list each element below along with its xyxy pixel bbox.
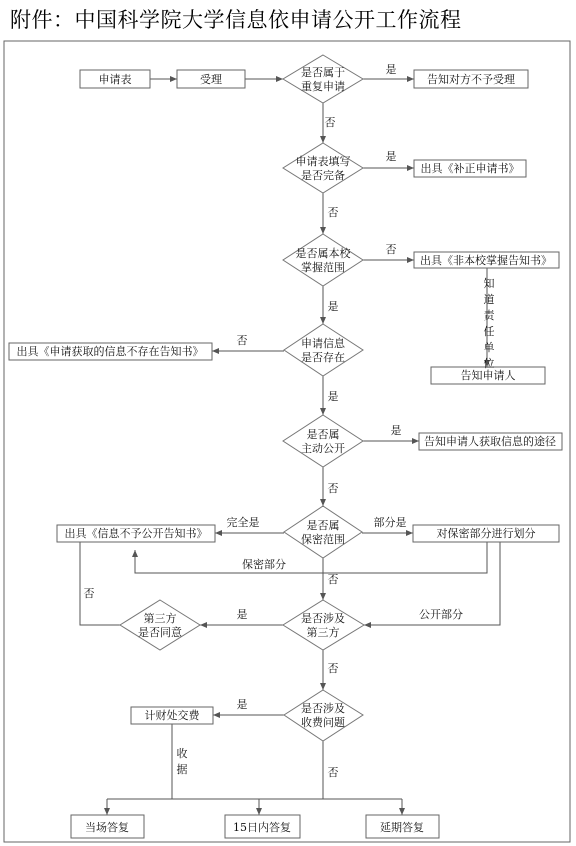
diamond-secret-line1: 是否属 [306, 519, 340, 532]
diamond-active-line2: 主动公开 [301, 442, 345, 455]
label-notify-unit-vertical [484, 277, 496, 370]
box-notify-no-accept-label: 告知对方不予受理 [427, 73, 515, 86]
vtext-char: 单 [483, 341, 495, 354]
vtext-char: 道 [483, 293, 495, 306]
box-issue-not-held [414, 252, 559, 268]
diamond-duplicate [283, 55, 363, 103]
diamond-third-agree [120, 600, 200, 650]
label-secret-full: 完全是 [226, 516, 260, 529]
label-dup-yes: 是 [385, 63, 397, 76]
vtext-char: 知 [483, 277, 495, 290]
vtext-char: 任 [483, 325, 495, 338]
vtext-char: 责 [483, 309, 495, 322]
label-scope-no: 否 [385, 243, 397, 256]
label-exist-no: 否 [236, 334, 248, 347]
box-pay-fee-label: 计财处交费 [144, 709, 200, 722]
diamond-exist [284, 324, 363, 376]
diamond-complete-line2: 是否完备 [301, 169, 345, 182]
diamond-secret [284, 506, 362, 558]
diamond-exist-line1: 申请信息 [301, 337, 345, 350]
diamond-scope-line2: 掌握范围 [301, 261, 345, 274]
box-reply-delay [366, 815, 439, 838]
label-dup-no: 否 [324, 116, 336, 129]
box-issue-not-held-label: 出具《非本校掌握告知书》 [420, 254, 552, 267]
diamond-fee-line1: 是否涉及 [301, 702, 345, 715]
vtext-char: 收 [176, 747, 188, 760]
diamond-active [283, 415, 363, 467]
box-notify-no-accept [414, 70, 528, 88]
label-exist-yes: 是 [327, 390, 339, 403]
diamond-scope-line1: 是否属本校 [295, 247, 351, 260]
label-third-yes: 是 [236, 608, 248, 621]
label-secret-no: 否 [327, 573, 339, 586]
box-issue-not-public [57, 525, 215, 542]
box-application-form-label: 申请表 [98, 73, 132, 86]
diamond-scope [283, 234, 363, 286]
box-reply-now-label: 当场答复 [85, 821, 129, 834]
vtext-char: 位 [483, 357, 495, 370]
vtext-char: 据 [176, 763, 188, 776]
label-scope-yes: 是 [327, 300, 339, 313]
label-agree-no: 否 [83, 587, 95, 600]
diamond-active-line1: 是否属 [306, 428, 340, 441]
label-active-no: 否 [327, 482, 339, 495]
diamond-fee-line2: 收费问题 [301, 716, 345, 729]
box-issue-not-exist-label: 出具《申请获取的信息不存在告知书》 [16, 345, 204, 358]
box-reply-now [71, 815, 144, 838]
box-notify-applicant-label: 告知申请人 [460, 369, 516, 382]
diamond-third-party [283, 600, 364, 650]
label-third-no: 否 [327, 662, 339, 675]
page-title: 附件：中国科学院大学信息依申请公开工作流程 [10, 8, 462, 32]
box-reply-15 [225, 815, 300, 838]
box-reply-15-label: 15日内答复 [233, 821, 291, 834]
label-secret-part: 部分是 [373, 516, 407, 529]
box-divide-secret [413, 525, 559, 542]
edge-agree-no [80, 542, 120, 625]
diamond-secret-line2: 保密范围 [301, 533, 345, 546]
label-fee-yes: 是 [236, 698, 248, 711]
box-divide-secret-label: 对保密部分进行划分 [436, 527, 536, 540]
box-issue-correction-label: 出具《补正申请书》 [420, 162, 520, 175]
diamond-third-agree-line1: 第三方 [143, 612, 177, 625]
label-complete-yes: 是 [385, 150, 397, 163]
label-receipt-vertical [177, 746, 188, 776]
box-pay-fee [131, 707, 213, 724]
diamond-third-party-line2: 第三方 [306, 626, 340, 639]
box-reply-delay-label: 延期答复 [380, 821, 424, 834]
label-public-part: 公开部分 [419, 608, 463, 621]
diamond-third-party-line1: 是否涉及 [301, 612, 345, 625]
label-fee-no: 否 [327, 766, 339, 779]
diamond-complete [283, 143, 363, 193]
diamond-duplicate-line1: 是否属于 [301, 66, 345, 79]
diamond-duplicate-line2: 重复申请 [301, 80, 345, 93]
edge-labels [84, 63, 464, 779]
box-issue-not-exist [9, 343, 212, 360]
diamond-third-agree-line2: 是否同意 [138, 626, 182, 639]
label-active-yes: 是 [390, 424, 402, 437]
box-notify-channel [419, 433, 562, 450]
box-issue-correction [414, 160, 526, 177]
box-accept-label: 受理 [200, 73, 222, 86]
label-secret-part-path: 保密部分 [242, 558, 286, 571]
box-accept [177, 70, 245, 88]
diamond-complete-line1: 申请表填写 [295, 155, 351, 168]
box-application-form [80, 70, 150, 88]
box-issue-not-public-label: 出具《信息不予公开告知书》 [64, 527, 208, 540]
label-complete-no: 否 [327, 206, 339, 219]
diamond-exist-line2: 是否存在 [301, 351, 345, 364]
diamond-fee [284, 690, 363, 741]
box-notify-channel-label: 告知申请人获取信息的途径 [424, 435, 556, 448]
